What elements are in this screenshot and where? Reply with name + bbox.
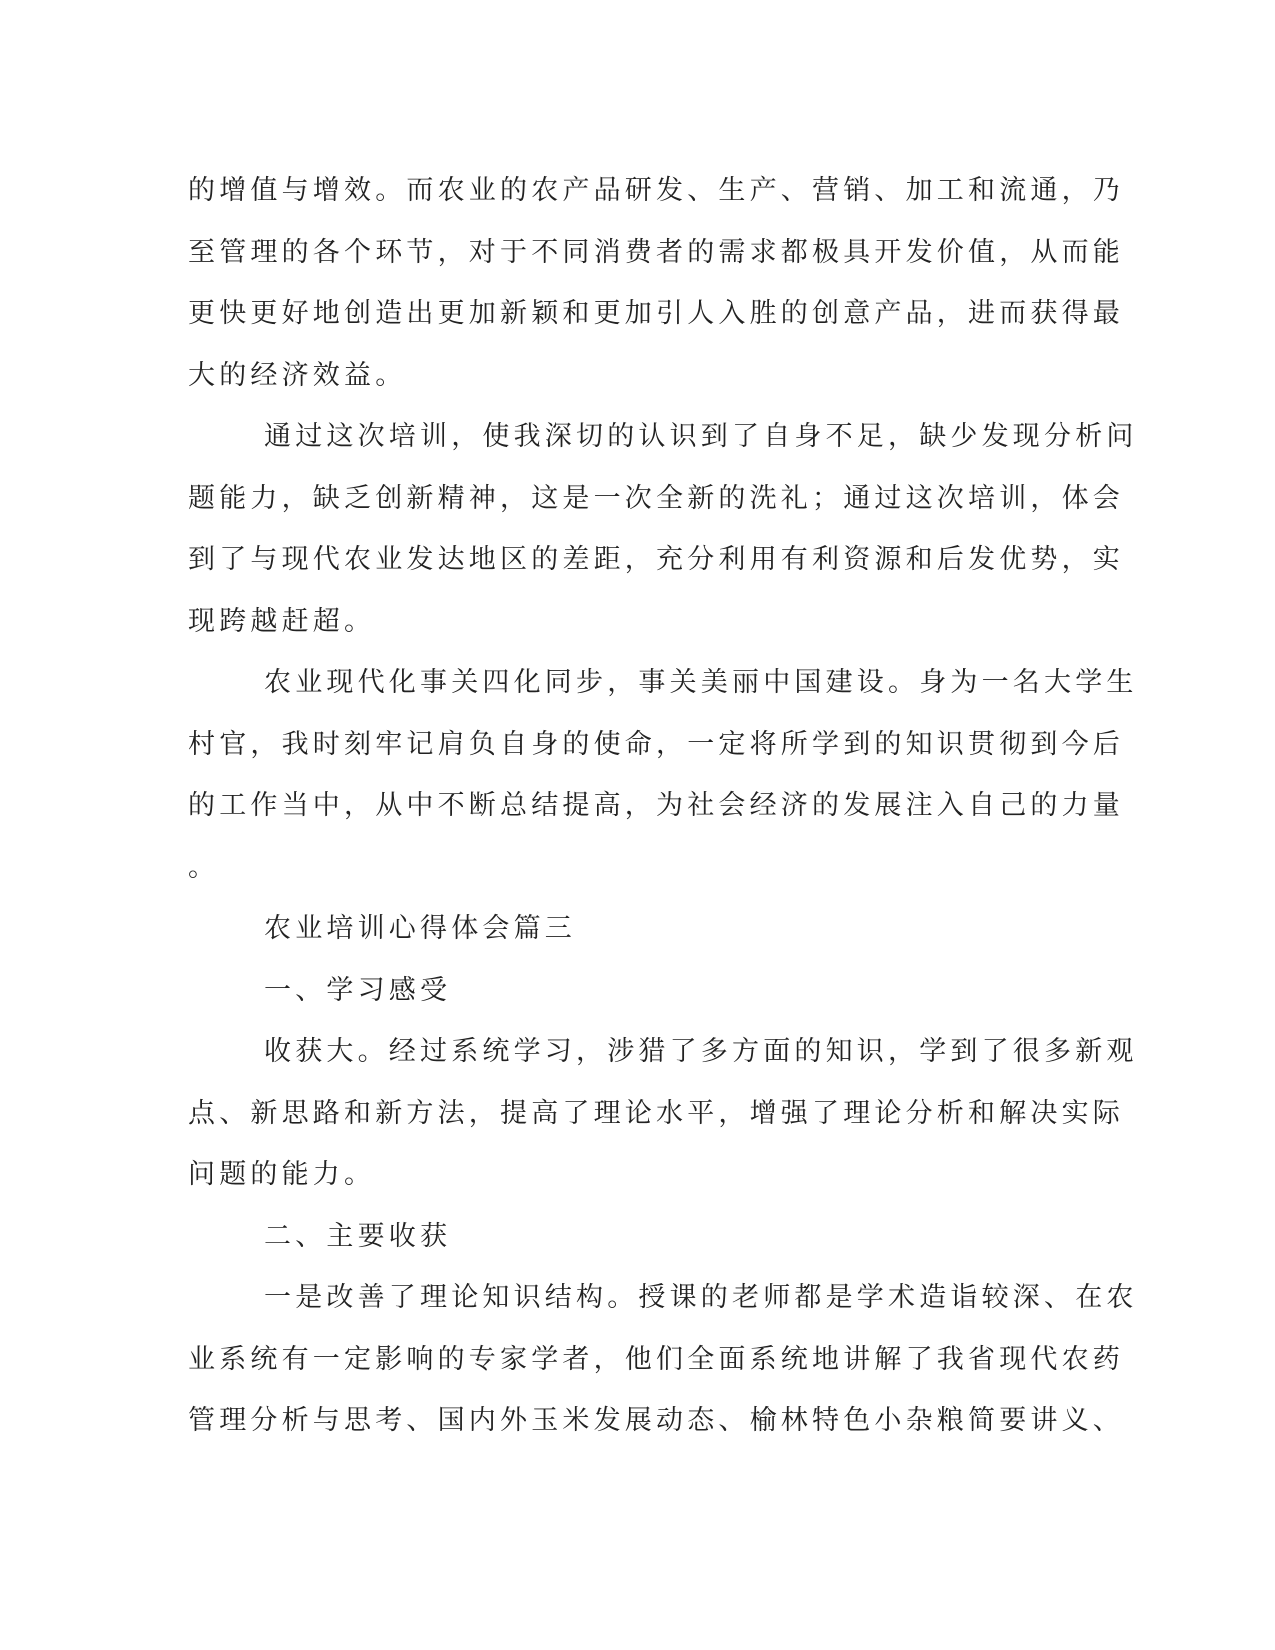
paragraph-start-line: 收获大。经过系统学习，涉猎了多方面的知识，学到了很多新观 (264, 1036, 1138, 1067)
text-line: 到了与现代农业发达地区的差距，充分利用有利资源和后发优势，实 (188, 544, 1124, 575)
subsection-heading: 二、主要收获 (264, 1220, 452, 1252)
text-line: 现跨越赶超。 (188, 605, 376, 637)
text-line: 点、新思路和新方法，提高了理论水平，增强了理论分析和解决实际 (188, 1097, 1124, 1129)
text-line: 业系统有一定影响的专家学者，他们全面系统地讲解了我省现代农药 (188, 1343, 1124, 1375)
paragraph-start-line: 一是改善了理论知识结构。授课的老师都是学术造诣较深、在农 (264, 1282, 1138, 1313)
text-line: 更快更好地创造出更加新颖和更加引人入胜的创意产品，进而获得最 (188, 298, 1124, 329)
text-line: 。 (188, 851, 220, 883)
text-line: 题能力，缺乏创新精神，这是一次全新的洗礼；通过这次培训，体会 (188, 482, 1124, 514)
section-heading: 农业培训心得体会篇三 (264, 913, 576, 944)
text-line: 问题的能力。 (188, 1159, 376, 1190)
text-line: 至管理的各个环节，对于不同消费者的需求都极具开发价值，从而能 (188, 236, 1124, 268)
paragraph-start-line: 通过这次培训，使我深切的认识到了自身不足，缺少发现分析问 (264, 421, 1138, 452)
paragraph-start-line: 农业现代化事关四化同步，事关美丽中国建设。身为一名大学生 (264, 667, 1138, 698)
text-line: 的工作当中，从中不断总结提高，为社会经济的发展注入自己的力量 (188, 790, 1124, 821)
text-line: 管理分析与思考、国内外玉米发展动态、榆林特色小杂粮简要讲义、 (188, 1405, 1124, 1436)
document-body (188, 160, 1138, 1452)
text-line: 大的经济效益。 (188, 359, 407, 391)
text-line: 村官，我时刻牢记肩负自身的使命，一定将所学到的知识贯彻到今后 (188, 728, 1124, 760)
subsection-heading: 一、学习感受 (264, 974, 452, 1006)
text-line: 的增值与增效。而农业的农产品研发、生产、营销、加工和流通，乃 (188, 175, 1124, 206)
